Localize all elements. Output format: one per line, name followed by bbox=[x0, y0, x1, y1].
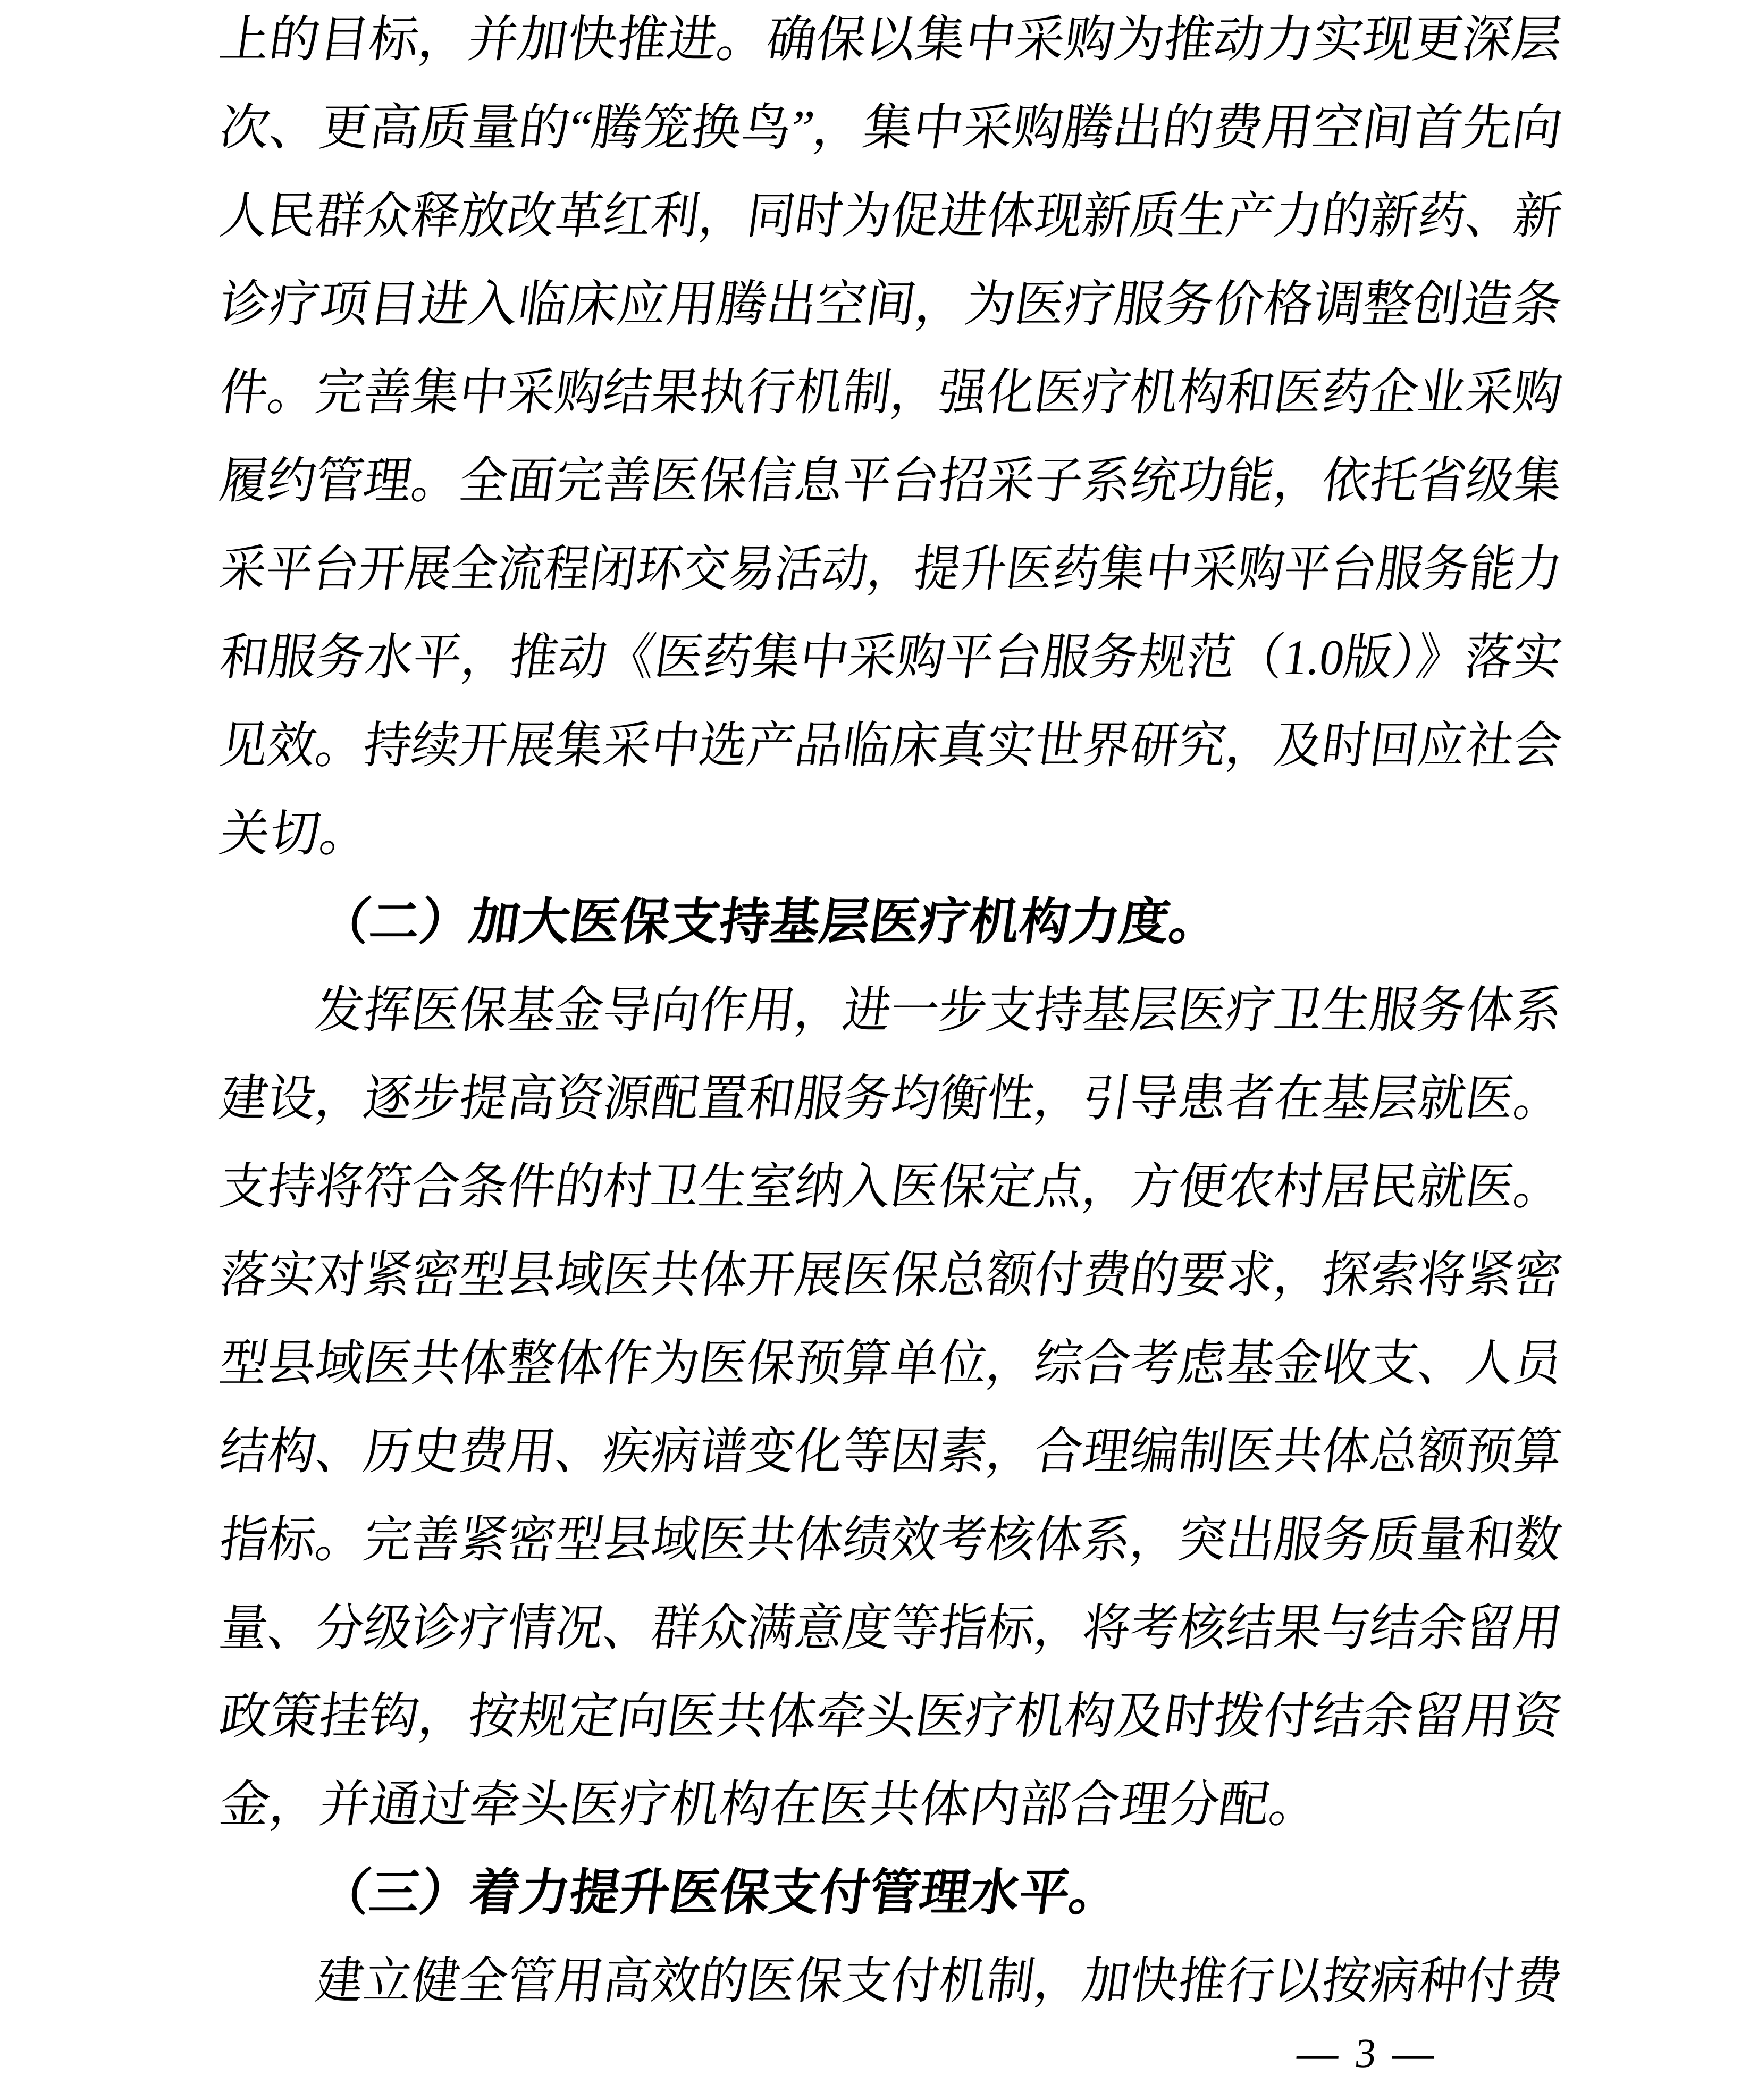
body-text-line: 结构、历史费用、疾病谱变化等因素，合理编制医共体总额预算 bbox=[216, 1424, 1566, 1480]
body-text-line: 量、分级诊疗情况、群众满意度等指标，将考核结果与结余留用 bbox=[216, 1601, 1566, 1656]
body-text-line: 采平台开展全流程闭环交易活动，提升医药集中采购平台服务能力 bbox=[216, 542, 1566, 597]
paragraph-end-line: 关切。 bbox=[216, 807, 374, 862]
body-text-line: 建立健全管用高效的医保支付机制，加快推行以按病种付费 bbox=[312, 1954, 1566, 2009]
paragraph-end-line: 金，并通过牵头医疗机构在医共体内部合理分配。 bbox=[216, 1777, 1324, 1833]
body-text-line: 和服务水平，推动《医药集中采购平台服务规范（1.0版）》落实 bbox=[216, 630, 1566, 685]
body-text-line: 发挥医保基金导向作用，进一步支持基层医疗卫生服务体系 bbox=[312, 983, 1566, 1038]
page-number: — 3 — bbox=[1294, 2030, 1440, 2076]
document-body bbox=[216, 0, 1566, 2026]
body-text-line: 见效。持续开展集采中选产品临床真实世界研究，及时回应社会 bbox=[216, 718, 1566, 774]
body-text-line: 支持将符合条件的村卫生室纳入医保定点，方便农村居民就医。 bbox=[216, 1160, 1566, 1215]
body-text-line: 诊疗项目进入临床应用腾出空间，为医疗服务价格调整创造条 bbox=[216, 277, 1566, 332]
body-text-line: 型县域医共体整体作为医保预算单位，综合考虑基金收支、人员 bbox=[216, 1336, 1566, 1391]
body-text-line: 落实对紧密型县域医共体开展医保总额付费的要求，探索将紧密 bbox=[216, 1248, 1566, 1303]
section-heading-2: （二）加大医保支持基层医疗机构力度。 bbox=[316, 895, 1224, 950]
body-text-line: 件。完善集中采购结果执行机制，强化医疗机构和医药企业采购 bbox=[216, 365, 1566, 421]
body-text-line: 履约管理。全面完善医保信息平台招采子系统功能，依托省级集 bbox=[216, 453, 1566, 509]
body-text-line: 建设，逐步提高资源配置和服务均衡性，引导患者在基层就医。 bbox=[216, 1071, 1566, 1127]
body-text-line: 上的目标，并加快推进。确保以集中采购为推动力实现更深层 bbox=[216, 12, 1566, 68]
body-text-line: 指标。完善紧密型县域医共体绩效考核体系，突出服务质量和数 bbox=[216, 1513, 1566, 1568]
body-text-line: 政策挂钩，按规定向医共体牵头医疗机构及时拨付结余留用资 bbox=[216, 1689, 1566, 1744]
body-text-line: 人民群众释放改革红利，同时为促进体现新质生产力的新药、新 bbox=[216, 189, 1566, 244]
body-text-line: 次、更高质量的“腾笼换鸟”，集中采购腾出的费用空间首先向 bbox=[216, 100, 1566, 156]
section-heading-3: （三）着力提升医保支付管理水平。 bbox=[316, 1866, 1124, 1921]
